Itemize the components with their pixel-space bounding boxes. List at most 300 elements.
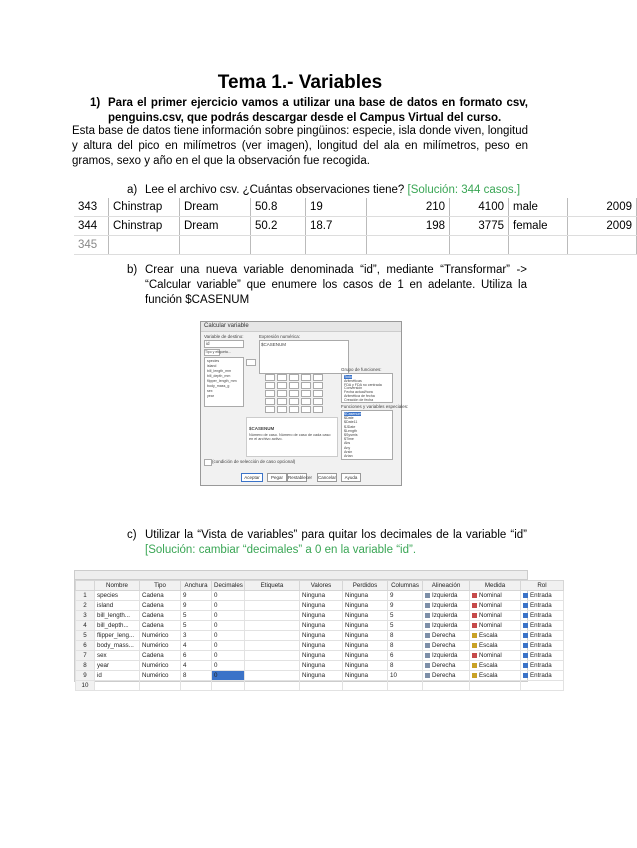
row-number[interactable]: 6: [76, 641, 95, 651]
strip-cell: male: [509, 198, 568, 217]
func-list-item[interactable]: Arsin: [344, 449, 353, 454]
variable-cell[interactable]: [470, 681, 521, 691]
variable-row[interactable]: [76, 641, 564, 651]
keypad-key[interactable]: [313, 398, 323, 405]
nominal-icon: [472, 623, 477, 628]
variable-cell[interactable]: [521, 671, 564, 681]
variable-cell[interactable]: [423, 641, 470, 651]
strip-row: [74, 236, 637, 255]
variable-cell[interactable]: island: [95, 601, 140, 611]
func-list-item[interactable]: Abs: [344, 441, 351, 446]
var-list-item[interactable]: flipper_length_mm: [207, 379, 237, 383]
strip-row: [74, 217, 637, 236]
variable-cell[interactable]: [521, 661, 564, 671]
group-list-item[interactable]: Fecha actual/hora: [344, 390, 373, 395]
variable-cell[interactable]: Cadena: [140, 601, 181, 611]
align-icon: [425, 663, 430, 668]
keypad-key[interactable]: [313, 406, 323, 413]
keypad-key[interactable]: [289, 406, 299, 413]
variable-cell[interactable]: 0: [212, 621, 245, 631]
variable-cell[interactable]: [423, 591, 470, 601]
variable-cell[interactable]: Cadena: [140, 591, 181, 601]
variable-cell[interactable]: [181, 681, 212, 691]
nominal-icon: [472, 613, 477, 618]
row-number[interactable]: 1: [76, 591, 95, 601]
cell-text: Entrada: [530, 642, 552, 649]
keypad-key[interactable]: [313, 382, 323, 389]
variable-cell[interactable]: [245, 631, 300, 641]
column-header[interactable]: Anchura: [181, 581, 212, 591]
strip-cell: 50.2: [251, 217, 306, 236]
cell-text: Escala: [479, 672, 498, 679]
variable-cell[interactable]: [212, 681, 245, 691]
variable-cell[interactable]: Cadena: [140, 621, 181, 631]
variable-row[interactable]: [76, 621, 564, 631]
column-header[interactable]: Medida: [470, 581, 521, 591]
strip-cell: Dream: [180, 198, 251, 217]
align-icon: [425, 673, 430, 678]
variable-cell[interactable]: [521, 641, 564, 651]
variable-cell[interactable]: Numérico: [140, 631, 181, 641]
keypad-key[interactable]: [301, 390, 311, 397]
cell-text: Derecha: [432, 642, 456, 649]
cell-text: Entrada: [530, 672, 552, 679]
variable-cell[interactable]: species: [95, 591, 140, 601]
variable-cell[interactable]: [423, 621, 470, 631]
keypad-key[interactable]: [313, 374, 323, 381]
variable-cell[interactable]: [245, 671, 300, 681]
variable-cell[interactable]: [245, 621, 300, 631]
help-button[interactable]: Ayuda: [341, 473, 361, 482]
cell-text: Nominal: [479, 612, 502, 619]
scale-icon: [472, 673, 477, 678]
variable-cell[interactable]: [470, 621, 521, 631]
strip-cell: 3775: [450, 217, 509, 236]
keypad-key[interactable]: [313, 390, 323, 397]
keypad-key[interactable]: [265, 406, 275, 413]
row-number[interactable]: 8: [76, 661, 95, 671]
question-b-text: Crear una nueva variable denominada “id”, mediante “Transformar” -> “Calcular variable” que enumere los casos de 1 en adelante. Utiliza la función $CASENUM: [145, 264, 527, 306]
variable-cell[interactable]: 5: [181, 621, 212, 631]
cell-text: Nominal: [479, 652, 502, 659]
variable-cell[interactable]: Ninguna: [300, 641, 343, 651]
variable-cell[interactable]: Ninguna: [300, 631, 343, 641]
question-b: [127, 263, 527, 308]
func-list-item[interactable]: $Sysmis: [344, 433, 358, 437]
column-header[interactable]: Alineación: [423, 581, 470, 591]
keypad-key[interactable]: [301, 382, 311, 389]
variable-cell[interactable]: [245, 661, 300, 671]
var-list-item[interactable]: bill_length_mm: [207, 369, 232, 373]
keypad-key[interactable]: [265, 390, 275, 397]
variable-row[interactable]: [76, 601, 564, 611]
variable-cell[interactable]: 0: [212, 601, 245, 611]
page-title: Tema 1.- Variables: [217, 72, 383, 93]
group-list-item[interactable]: Todo: [344, 375, 352, 379]
group-list-item[interactable]: Aritmética de fecha: [344, 394, 375, 398]
row-number[interactable]: 2: [76, 601, 95, 611]
nominal-icon: [472, 593, 477, 598]
variable-cell[interactable]: [140, 681, 181, 691]
variable-cell[interactable]: Numérico: [140, 671, 181, 681]
cell-text: Nominal: [479, 622, 502, 629]
variable-cell[interactable]: [470, 671, 521, 681]
variable-cell[interactable]: [245, 651, 300, 661]
variable-row[interactable]: [76, 631, 564, 641]
variable-cell[interactable]: [521, 651, 564, 661]
variable-cell[interactable]: [245, 681, 300, 691]
variable-cell[interactable]: 9: [181, 601, 212, 611]
scale-icon: [472, 663, 477, 668]
variable-cell[interactable]: id: [95, 671, 140, 681]
variable-cell[interactable]: [423, 601, 470, 611]
expression-input[interactable]: $CASENUM: [259, 340, 349, 374]
cancel-button[interactable]: Cancelar: [318, 475, 337, 480]
cell-text: Derecha: [432, 632, 456, 639]
variable-cell[interactable]: 5: [388, 611, 423, 621]
cell-text: Nominal: [479, 602, 502, 609]
cell-text: Izquierda: [432, 602, 458, 609]
group-list-item[interactable]: Aritméticas: [344, 378, 362, 383]
variable-cell[interactable]: [470, 651, 521, 661]
cell-text: Derecha: [432, 662, 456, 669]
variable-cell[interactable]: 9: [388, 591, 423, 601]
func-list-item[interactable]: Artan: [344, 454, 353, 458]
exercise-1-number: 1): [90, 97, 101, 109]
question-b-label: b): [127, 264, 138, 276]
variable-cell[interactable]: [470, 661, 521, 671]
strip-cell: 210: [367, 198, 450, 217]
variable-cell[interactable]: Numérico: [140, 661, 181, 671]
strip-cell: 18.7: [306, 217, 367, 236]
variable-cell[interactable]: 6: [388, 651, 423, 661]
variable-cell[interactable]: 5: [181, 611, 212, 621]
cell-text: Entrada: [530, 652, 552, 659]
move-arrow-button[interactable]: [246, 359, 256, 366]
strip-cell: 19: [306, 198, 367, 217]
variable-cell[interactable]: bill_depth...: [95, 621, 140, 631]
group-list-item[interactable]: FDA y FDA no centrada: [344, 382, 382, 387]
variable-row[interactable]: [76, 681, 564, 691]
compute-variable-dialog: [200, 321, 409, 486]
variable-cell[interactable]: [521, 601, 564, 611]
variable-cell[interactable]: [470, 591, 521, 601]
variable-row[interactable]: [76, 591, 564, 601]
variable-cell[interactable]: 5: [388, 621, 423, 631]
ok-button[interactable]: Aceptar: [241, 473, 263, 482]
role-input-icon: [523, 653, 528, 658]
variable-cell[interactable]: [521, 611, 564, 621]
func-list-item[interactable]: $Length: [344, 428, 357, 433]
role-input-icon: [523, 593, 528, 598]
variable-cell[interactable]: [470, 611, 521, 621]
cell-text: Nominal: [479, 592, 502, 599]
keypad-key[interactable]: [301, 398, 311, 405]
column-header[interactable]: Etiqueta: [245, 581, 300, 591]
data-table-strip: [74, 201, 632, 251]
strip-cell: [367, 236, 450, 255]
variable-cell[interactable]: [245, 591, 300, 601]
cell-text: Izquierda: [432, 652, 458, 659]
strip-cell: 343: [74, 198, 109, 217]
keypad-key[interactable]: [289, 382, 299, 389]
keypad-key[interactable]: [277, 398, 287, 405]
strip-cell: [251, 236, 306, 255]
variable-cell[interactable]: 0: [212, 631, 245, 641]
variable-cell[interactable]: [470, 641, 521, 651]
calculator-keypad[interactable]: [265, 374, 325, 414]
variable-cell[interactable]: year: [95, 661, 140, 671]
role-input-icon: [523, 623, 528, 628]
variable-cell[interactable]: 6: [181, 651, 212, 661]
func-list-item[interactable]: $JDate: [344, 424, 356, 429]
variable-cell[interactable]: 0: [212, 671, 245, 681]
strip-cell: 2009: [568, 198, 637, 217]
cell-text: Entrada: [530, 662, 552, 669]
keypad-key[interactable]: [289, 374, 299, 381]
variable-cell[interactable]: Ninguna: [343, 601, 388, 611]
variable-cell[interactable]: 8: [388, 661, 423, 671]
var-list-item[interactable]: species: [207, 359, 220, 363]
function-group-list[interactable]: [341, 373, 393, 403]
variable-cell[interactable]: 8: [388, 631, 423, 641]
variable-cell[interactable]: flipper_leng...: [95, 631, 140, 641]
row-number[interactable]: 10: [76, 681, 95, 691]
strip-cell: 50.8: [251, 198, 306, 217]
cell-text: Entrada: [530, 592, 552, 599]
scale-icon: [472, 633, 477, 638]
column-header[interactable]: Valores: [300, 581, 343, 591]
func-list-item[interactable]: Any: [344, 445, 351, 450]
strip-cell: [180, 236, 251, 255]
target-input[interactable]: id: [204, 340, 244, 348]
scale-icon: [472, 643, 477, 648]
variable-cell[interactable]: 9: [388, 601, 423, 611]
align-icon: [425, 643, 430, 648]
row-number[interactable]: 7: [76, 651, 95, 661]
keypad-key[interactable]: [277, 374, 287, 381]
keypad-key[interactable]: [265, 398, 275, 405]
variable-cell[interactable]: 10: [388, 671, 423, 681]
variable-cell[interactable]: [343, 681, 388, 691]
variable-cell[interactable]: [245, 601, 300, 611]
variable-cell[interactable]: Ninguna: [300, 621, 343, 631]
variable-cell[interactable]: [521, 631, 564, 641]
variable-cell[interactable]: Cadena: [140, 651, 181, 661]
func-list-item[interactable]: $Date: [344, 416, 354, 421]
variable-cell[interactable]: Ninguna: [343, 631, 388, 641]
variable-row[interactable]: [76, 611, 564, 621]
role-input-icon: [523, 613, 528, 618]
variable-cell[interactable]: Ninguna: [300, 671, 343, 681]
variable-cell[interactable]: [521, 591, 564, 601]
align-icon: [425, 653, 430, 658]
variable-cell[interactable]: [521, 681, 564, 691]
keypad-key[interactable]: [301, 374, 311, 381]
variable-cell[interactable]: [245, 641, 300, 651]
variable-cell[interactable]: body_mass...: [95, 641, 140, 651]
column-header[interactable]: [76, 581, 95, 591]
cell-text: Entrada: [530, 612, 552, 619]
strip-row: [74, 198, 637, 217]
variable-cell[interactable]: 0: [212, 661, 245, 671]
type-label-button[interactable]: Tipo y etiqueta...: [205, 350, 231, 354]
variable-cell[interactable]: 4: [181, 641, 212, 651]
column-header[interactable]: Columnas: [388, 581, 423, 591]
variable-cell[interactable]: Ninguna: [343, 621, 388, 631]
variable-cell[interactable]: Ninguna: [343, 611, 388, 621]
variable-cell[interactable]: [470, 631, 521, 641]
nominal-icon: [472, 603, 477, 608]
func-list-item[interactable]: $Time: [344, 437, 354, 442]
cell-text: Entrada: [530, 632, 552, 639]
variable-cell[interactable]: bill_length...: [95, 611, 140, 621]
row-number[interactable]: 3: [76, 611, 95, 621]
keypad-key[interactable]: [301, 406, 311, 413]
cell-text: Entrada: [530, 622, 552, 629]
cell-text: Derecha: [432, 672, 456, 679]
align-icon: [425, 633, 430, 638]
keypad-key[interactable]: [277, 406, 287, 413]
role-input-icon: [523, 663, 528, 668]
row-number[interactable]: 5: [76, 631, 95, 641]
variable-cell[interactable]: Ninguna: [300, 611, 343, 621]
keypad-key[interactable]: [289, 398, 299, 405]
variable-row[interactable]: [76, 661, 564, 671]
keypad-key[interactable]: [265, 374, 275, 381]
intro-paragraph: Esta base de datos tiene información sobre pingüinos: especie, isla donde viven, longitud y altura del pico en milímetros (ver imagen), longitud del ala en milímetros, peso en gramos, sexo y año en el que la observación fue recogida.: [72, 125, 528, 167]
strip-cell: [306, 236, 367, 255]
func-list-item[interactable]: $Casenum: [344, 412, 362, 416]
strip-cell: 198: [367, 217, 450, 236]
variable-cell[interactable]: [423, 671, 470, 681]
keypad-key[interactable]: [277, 390, 287, 397]
question-c-label: c): [127, 529, 137, 541]
variable-cell[interactable]: sex: [95, 651, 140, 661]
variable-cell[interactable]: Ninguna: [300, 601, 343, 611]
variable-list[interactable]: [204, 357, 244, 407]
variable-cell[interactable]: Ninguna: [343, 641, 388, 651]
variable-row[interactable]: [76, 671, 564, 681]
column-header[interactable]: Decimales: [212, 581, 245, 591]
variable-cell[interactable]: [470, 601, 521, 611]
cell-text: Izquierda: [432, 612, 458, 619]
strip-cell: Chinstrap: [109, 217, 180, 236]
column-header[interactable]: Tipo: [140, 581, 181, 591]
strip-cell: [109, 236, 180, 255]
variable-cell[interactable]: [95, 681, 140, 691]
variable-view-toolbar: [75, 571, 527, 580]
function-description: $CASENUM Número de caso. Número de caso de cada caso en el archivo activo.: [246, 417, 338, 457]
func-list-item[interactable]: $Date11: [344, 420, 358, 425]
variable-cell[interactable]: Ninguna: [300, 661, 343, 671]
keypad-key[interactable]: [277, 382, 287, 389]
var-list-item[interactable]: sex: [207, 389, 213, 393]
variable-cell[interactable]: [423, 661, 470, 671]
variable-cell[interactable]: Ninguna: [343, 651, 388, 661]
question-a-label: a): [127, 184, 138, 196]
var-list-item[interactable]: year: [207, 394, 214, 398]
question-c-text: Utilizar la “Vista de variables” para quitar los decimales de la variable “id”: [145, 529, 527, 541]
cell-text: Escala: [479, 642, 498, 649]
variable-cell[interactable]: 8: [181, 671, 212, 681]
cell-text: Izquierda: [432, 622, 458, 629]
variable-cell[interactable]: Ninguna: [343, 671, 388, 681]
column-header[interactable]: Perdidos: [343, 581, 388, 591]
cell-text: Escala: [479, 632, 498, 639]
row-number[interactable]: 4: [76, 621, 95, 631]
variable-cell[interactable]: 0: [212, 641, 245, 651]
variable-cell[interactable]: [521, 621, 564, 631]
variable-cell[interactable]: [423, 611, 470, 621]
strip-cell: 4100: [450, 198, 509, 217]
row-number[interactable]: 9: [76, 671, 95, 681]
if-button[interactable]: [204, 459, 212, 466]
keypad-key[interactable]: [265, 382, 275, 389]
functions-list[interactable]: [341, 410, 393, 460]
question-c-solution: [Solución: cambiar “decimales” a 0 en la variable “id”.: [145, 544, 417, 556]
variable-cell[interactable]: [423, 631, 470, 641]
function-group-label: Grupo de funciones:: [341, 367, 382, 372]
role-input-icon: [523, 643, 528, 648]
group-list-item[interactable]: Conversión: [344, 386, 363, 391]
variable-view: [74, 570, 552, 689]
variable-cell[interactable]: [423, 651, 470, 661]
variable-cell[interactable]: 0: [212, 651, 245, 661]
variable-cell[interactable]: [423, 681, 470, 691]
variable-cell[interactable]: Cadena: [140, 611, 181, 621]
group-list-item[interactable]: Creación de fecha: [344, 397, 374, 402]
variable-cell[interactable]: [388, 681, 423, 691]
strip-cell: 2009: [568, 217, 637, 236]
variable-cell[interactable]: Numérico: [140, 641, 181, 651]
question-a: [127, 183, 527, 198]
strip-cell: female: [509, 217, 568, 236]
variable-cell[interactable]: 0: [212, 591, 245, 601]
variable-cell[interactable]: 0: [212, 611, 245, 621]
column-header[interactable]: Rol: [521, 581, 564, 591]
strip-cell: [450, 236, 509, 255]
variable-cell[interactable]: Ninguna: [300, 651, 343, 661]
functions-label: Funciones y variables especiales:: [341, 404, 409, 409]
strip-cell: 345: [74, 236, 109, 255]
question-a-solution: [Solución: 344 casos.]: [407, 184, 521, 196]
variable-cell[interactable]: 3: [181, 631, 212, 641]
keypad-key[interactable]: [289, 390, 299, 397]
variable-cell[interactable]: 4: [181, 661, 212, 671]
cell-text: Entrada: [530, 602, 552, 609]
variable-cell[interactable]: 8: [388, 641, 423, 651]
variable-cell[interactable]: Ninguna: [343, 591, 388, 601]
var-list-item[interactable]: island: [207, 364, 217, 368]
var-list-item[interactable]: body_mass_g: [207, 384, 230, 388]
align-icon: [425, 593, 430, 598]
paste-button[interactable]: Pegar: [267, 473, 287, 482]
variable-cell[interactable]: [300, 681, 343, 691]
column-header[interactable]: Nombre: [95, 581, 140, 591]
variable-cell[interactable]: [245, 611, 300, 621]
reset-button[interactable]: Restablecer: [288, 475, 313, 480]
variable-cell[interactable]: Ninguna: [300, 591, 343, 601]
align-icon: [425, 603, 430, 608]
variable-row[interactable]: [76, 651, 564, 661]
variable-cell[interactable]: Ninguna: [343, 661, 388, 671]
strip-cell: [568, 236, 637, 255]
var-list-item[interactable]: bill_depth_mm: [207, 374, 231, 378]
question-a-text: Lee el archivo csv. ¿Cuántas observaciones tiene?: [145, 184, 405, 196]
variable-cell[interactable]: 9: [181, 591, 212, 601]
nominal-icon: [472, 653, 477, 658]
